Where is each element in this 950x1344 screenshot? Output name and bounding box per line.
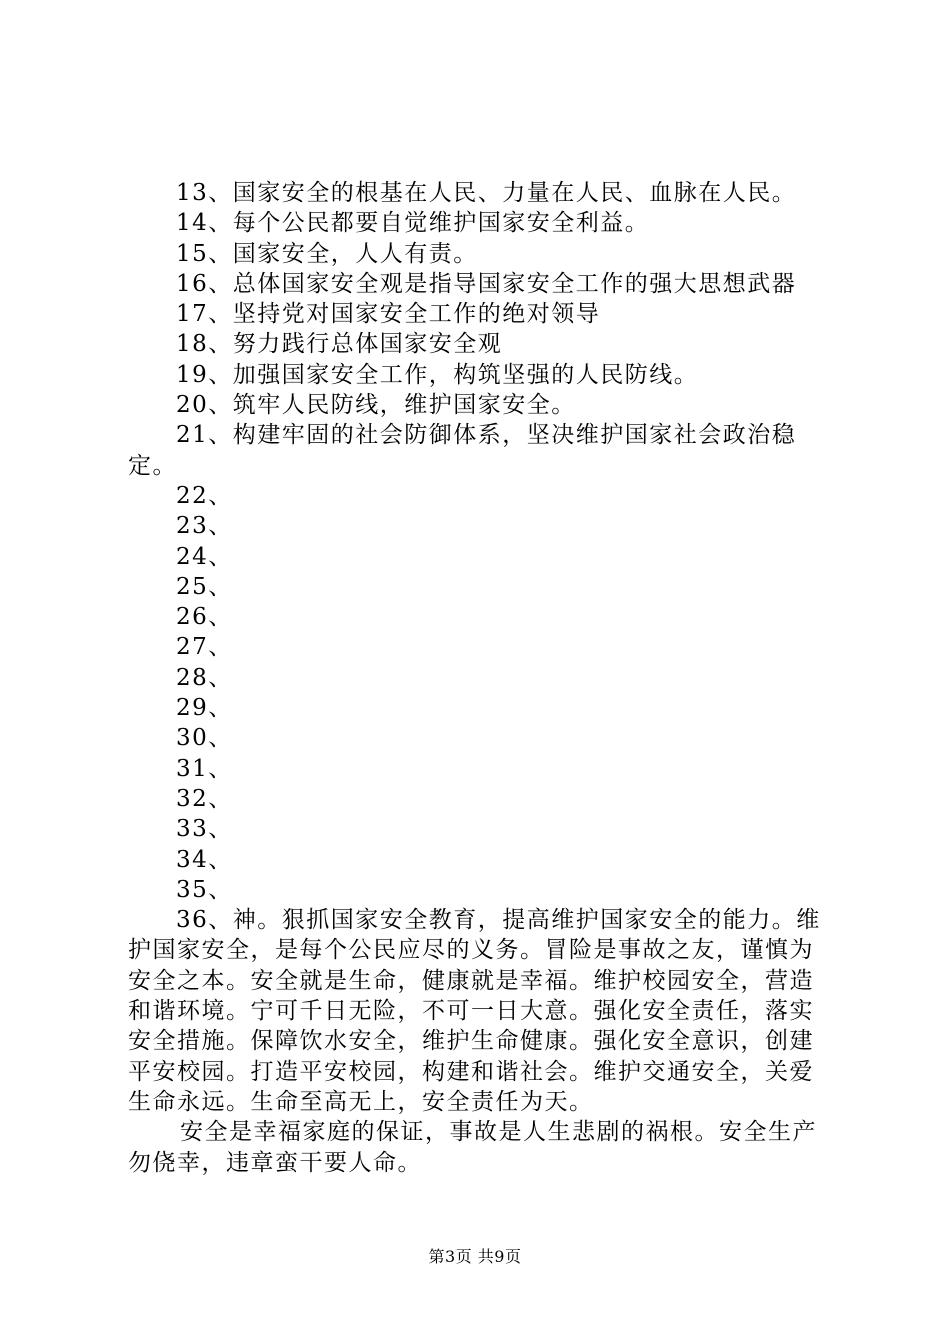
list-item: 23、 xyxy=(176,513,233,540)
document-body xyxy=(128,178,838,1178)
list-item: 19、加强国家安全工作，构筑坚强的人民防线。 xyxy=(176,361,699,388)
list-item: 28、 xyxy=(176,664,233,691)
list-item: 21、构建牢固的社会防御体系，坚决维护国家社会政治稳定。 xyxy=(128,422,797,479)
list-item: 35、 xyxy=(176,876,233,903)
list-item: 36、神。狠抓国家安全教育，提高维护国家安全的能力。维护国家安全，是每个公民应尽的义务。冒险是事故之友，谨慎为安全之本。安全就是生命，健康就是幸福。维护校园安全，营造和谐环境。宁可千日无险，不可一日大意。强化安全责任，落实安全措施。保障饮水安全，维护生命健康。强化安全意识，创建平安校园。打造平安校园，构建和谐社会。维护交通安全，关爱生命永远。生命至高无上，安全责任为天。 xyxy=(128,907,821,1115)
list-item: 24、 xyxy=(176,543,233,570)
list-item: 22、 xyxy=(176,482,233,509)
list-item: 13、国家安全的根基在人民、力量在人民、血脉在人民。 xyxy=(176,180,797,206)
list-item: 15、国家安全，人人有责。 xyxy=(176,240,478,267)
list-item: 14、每个公民都要自觉维护国家安全利益。 xyxy=(176,210,650,237)
list-item: 31、 xyxy=(176,755,233,782)
list-item: 34、 xyxy=(176,846,233,873)
list-item: 17、坚持党对国家安全工作的绝对领导 xyxy=(176,301,601,328)
list-item: 20、筑牢人民防线，维护国家安全。 xyxy=(176,392,576,419)
list-item: 32、 xyxy=(176,785,233,812)
list-item: 30、 xyxy=(176,725,233,752)
list-item: 18、努力践行总体国家安全观 xyxy=(176,331,503,358)
list-item: 26、 xyxy=(176,604,233,631)
list-item: 16、总体国家安全观是指导国家安全工作的强大思想武器 xyxy=(176,270,797,297)
list-item: 33、 xyxy=(176,816,233,843)
paragraph: 安全是幸福家庭的保证，事故是人生悲剧的祸根。安全生产勿侥幸，违章蛮干要人命。 xyxy=(128,1119,817,1176)
list-item: 25、 xyxy=(176,573,233,600)
list-item: 27、 xyxy=(176,634,233,661)
list-item: 29、 xyxy=(176,695,233,722)
page-number: 第3页 共9页 xyxy=(428,1247,522,1266)
